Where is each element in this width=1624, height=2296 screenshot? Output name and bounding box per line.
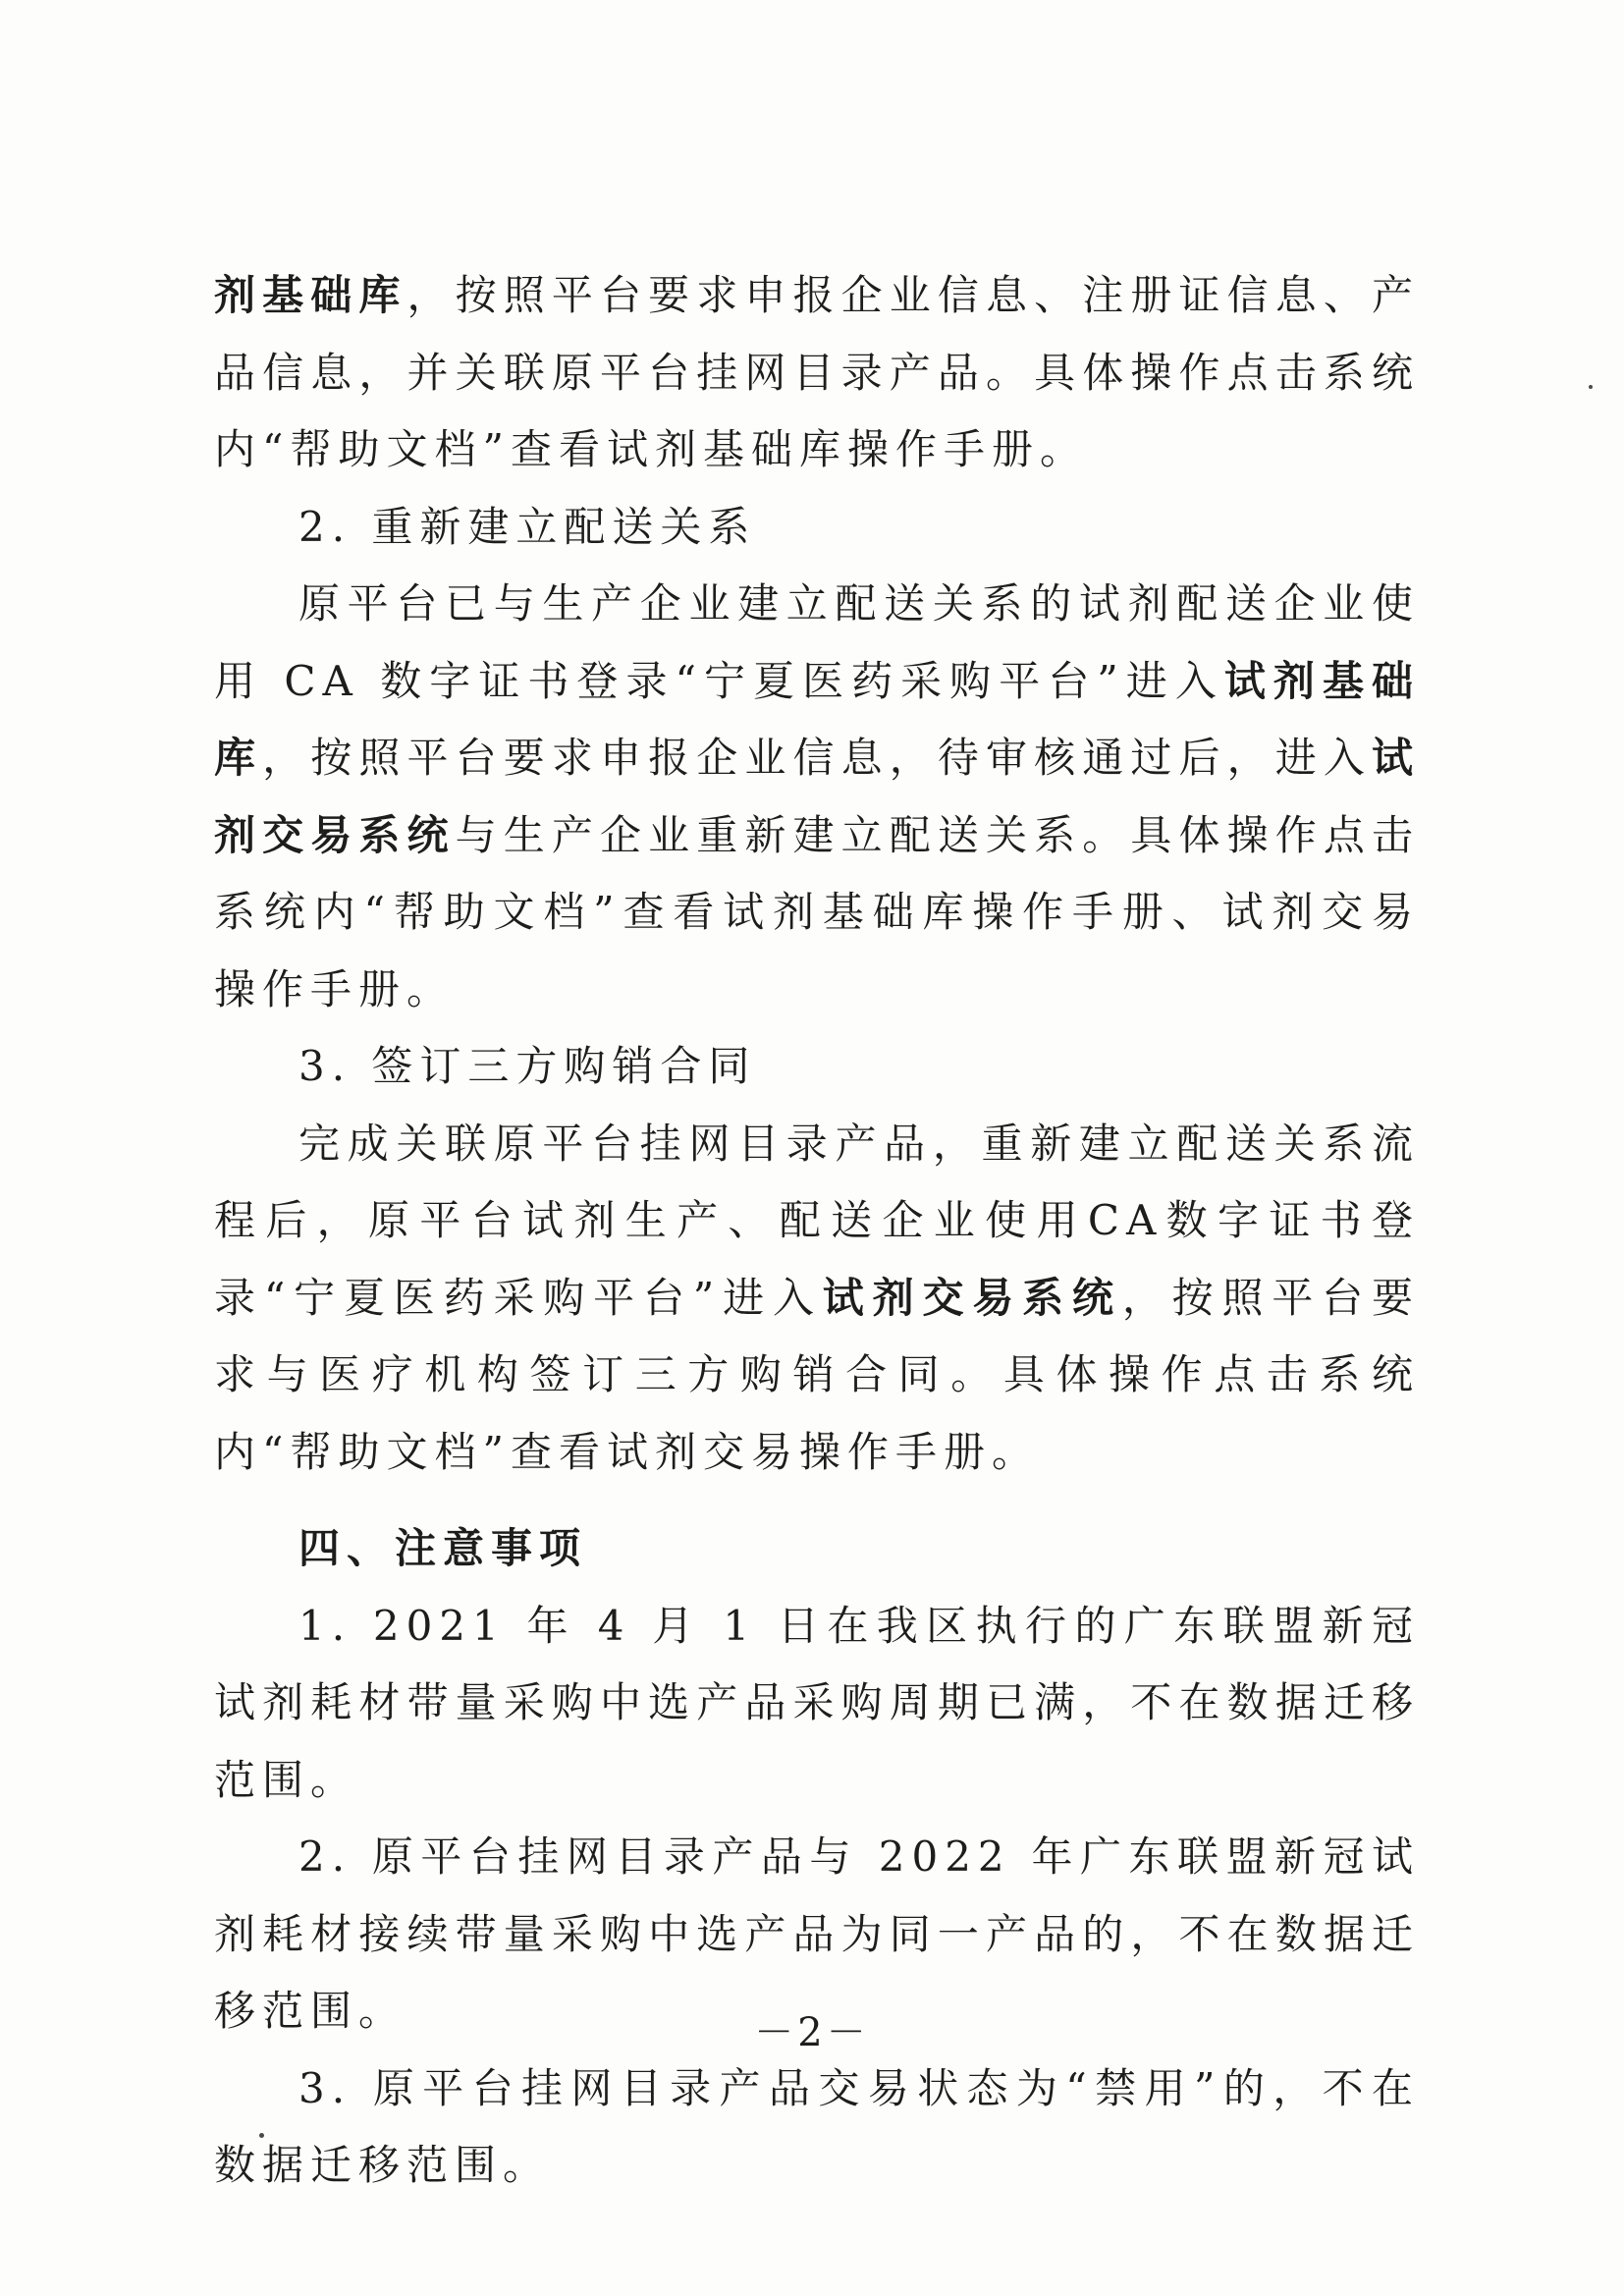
section-heading-notes <box>214 1510 1420 1588</box>
section-heading-text: 四、注意事项 <box>298 1524 588 1572</box>
bold-term: 试剂交易系统 <box>822 1273 1122 1322</box>
subheading-sign-contract <box>214 1028 1420 1106</box>
body-text: 3. 原平台挂网目录产品交易状态为“禁用”的，不在数据迁移范围。 <box>214 2063 1420 2189</box>
subheading-rebuild-distribution <box>214 489 1420 567</box>
body-text: 完成关联原平台挂网目录产品，重新建立配送关系流程后，原平台试剂生产、配送企业使用CA数字证书登录“宁夏医药采购平台”进入 <box>214 1119 1420 1322</box>
bold-term: 剂基础库 <box>214 271 407 319</box>
subheading-text: 2. 重新建立配送关系 <box>298 502 757 551</box>
paragraph-reagent-database-continued <box>214 257 1420 489</box>
scan-speck <box>1589 385 1593 389</box>
note-item-3 <box>214 2050 1420 2205</box>
bold-term: 试剂交易系统 <box>214 734 1420 859</box>
document-body <box>214 257 1420 2205</box>
bold-term: 试剂基础库 <box>214 656 1420 782</box>
scan-speck <box>259 2133 264 2138</box>
paragraph-sign-contract <box>214 1106 1420 1492</box>
page-number: －2－ <box>754 2010 870 2055</box>
body-text: 与生产企业重新建立配送关系。具体操作点击系统内“帮助文档”查看试剂基础库操作手册、试剂交易操作手册。 <box>214 810 1420 1013</box>
body-text: ，按照平台要求与医疗机构签订三方购销合同。具体操作点击系统内“帮助文档”查看试剂交易操作手册。 <box>214 1273 1420 1476</box>
subheading-text: 3. 签订三方购销合同 <box>298 1042 757 1090</box>
body-text: 1. 2021 年 4 月 1 日在我区执行的广东联盟新冠试剂耗材带量采购中选产品采购周期已满，不在数据迁移范围。 <box>214 1601 1420 1804</box>
body-text: 2. 原平台挂网目录产品与 2022 年广东联盟新冠试剂耗材接续带量采购中选产品为同一产品的，不在数据迁移范围。 <box>214 1832 1420 2035</box>
paragraph-rebuild-distribution <box>214 566 1420 1028</box>
body-text: 原平台已与生产企业建立配送关系的试剂配送企业使用 CA 数字证书登录“宁夏医药采购平台”进入 <box>214 579 1420 705</box>
note-item-1 <box>214 1588 1420 1820</box>
body-text: ，按照平台要求申报企业信息、注册证信息、产品信息，并关联原平台挂网目录产品。具体操作点击系统内“帮助文档”查看试剂基础库操作手册。 <box>214 271 1420 473</box>
body-text: ，按照平台要求申报企业信息，待审核通过后，进入 <box>262 734 1372 782</box>
